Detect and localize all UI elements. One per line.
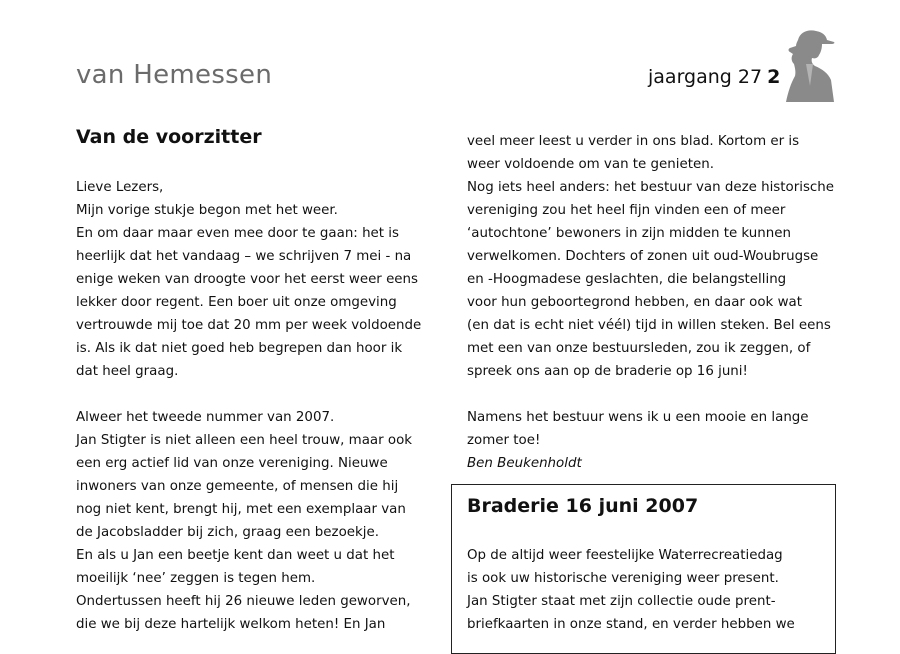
text-line: Op de altijd weer feestelijke Waterrecreatiedag (467, 548, 783, 563)
text-line: lekker door regent. Een boer uit onze omgeving (76, 295, 397, 310)
text-line: inwoners van onze gemeente, of mensen die hij (76, 479, 399, 494)
text-line: Mijn vorige stukje begon met het weer. (76, 203, 338, 218)
text-line: is ook uw historische vereniging weer present. (467, 571, 779, 586)
article-heading: Van de voorzitter (76, 126, 262, 148)
issue-number: 2 (767, 66, 781, 88)
text-line: En als u Jan een beetje kent dan weet u dat het (76, 548, 395, 563)
text-line: veel meer leest u verder in ons blad. Kortom er is (467, 134, 800, 149)
article-right-body (467, 130, 834, 452)
text-line: verwelkomen. Dochters of zonen uit oud-Woubrugse (467, 249, 819, 264)
text-line: ‘autochtone’ bewoners in zijn midden te kunnen (467, 226, 791, 241)
box-body (467, 544, 795, 636)
silhouette-hat-man-icon (782, 28, 838, 102)
text-line: die we bij deze hartelijk welkom heten! En Jan (76, 617, 386, 632)
text-line: en -Hoogmadese geslachten, die belangstelling (467, 272, 787, 287)
box-heading: Braderie 16 juni 2007 (467, 495, 699, 517)
signature: Ben Beukenholdt (467, 456, 582, 471)
article-left-body (76, 176, 421, 636)
page-title: van Hemessen (76, 60, 273, 90)
text-line: dat heel graag. (76, 364, 179, 379)
text-line: nog niet kent, brengt hij, met een exemplaar van (76, 502, 406, 517)
text-line: Nog iets heel anders: het bestuur van deze historische (467, 180, 835, 195)
text-line: met een van onze bestuursleden, zou ik zeggen, of (467, 341, 811, 356)
text-line: Jan Stigter is niet alleen een heel trouw, maar ook (76, 433, 413, 448)
text-line: zomer toe! (467, 433, 541, 448)
text-line: voor hun geboortegrond hebben, en daar ook wat (467, 295, 802, 310)
text-line: heerlijk dat het vandaag – we schrijven 7 mei - na (76, 249, 412, 264)
text-line: vereniging zou het heel fijn vinden een of meer (467, 203, 786, 218)
text-line: Jan Stigter staat met zijn collectie oude prent- (467, 594, 776, 609)
text-line: spreek ons aan op de braderie op 16 juni! (467, 364, 748, 379)
text-line: Ondertussen heeft hij 26 nieuwe leden geworven, (76, 594, 411, 609)
text-line: Lieve Lezers, (76, 180, 164, 195)
text-line: weer voldoende om van te genieten. (467, 157, 714, 172)
paragraph-gap (76, 383, 421, 406)
text-line: Alweer het tweede nummer van 2007. (76, 410, 335, 425)
text-line: Namens het bestuur wens ik u een mooie en lange (467, 410, 809, 425)
text-line: briefkaarten in onze stand, en verder hebben we (467, 617, 795, 632)
issue-volume: jaargang 27 (648, 66, 763, 88)
text-line: (en dat is echt niet véél) tijd in willen steken. Bel eens (467, 318, 831, 333)
text-line: En om daar maar even mee door te gaan: het is (76, 226, 399, 241)
text-line: moeilijk ‘nee’ zeggen is tegen hem. (76, 571, 316, 586)
text-line: enige weken van droogte voor het eerst weer eens (76, 272, 419, 287)
paragraph-gap (467, 383, 834, 406)
text-line: een erg actief lid van onze vereniging. Nieuwe (76, 456, 388, 471)
text-line: de Jacobsladder bij zich, graag een bezoekje. (76, 525, 379, 540)
text-line: is. Als ik dat niet goed heb begrepen dan hoor ik (76, 341, 403, 356)
text-line: vertrouwde mij toe dat 20 mm per week voldoende (76, 318, 422, 333)
issue-label (648, 66, 780, 88)
